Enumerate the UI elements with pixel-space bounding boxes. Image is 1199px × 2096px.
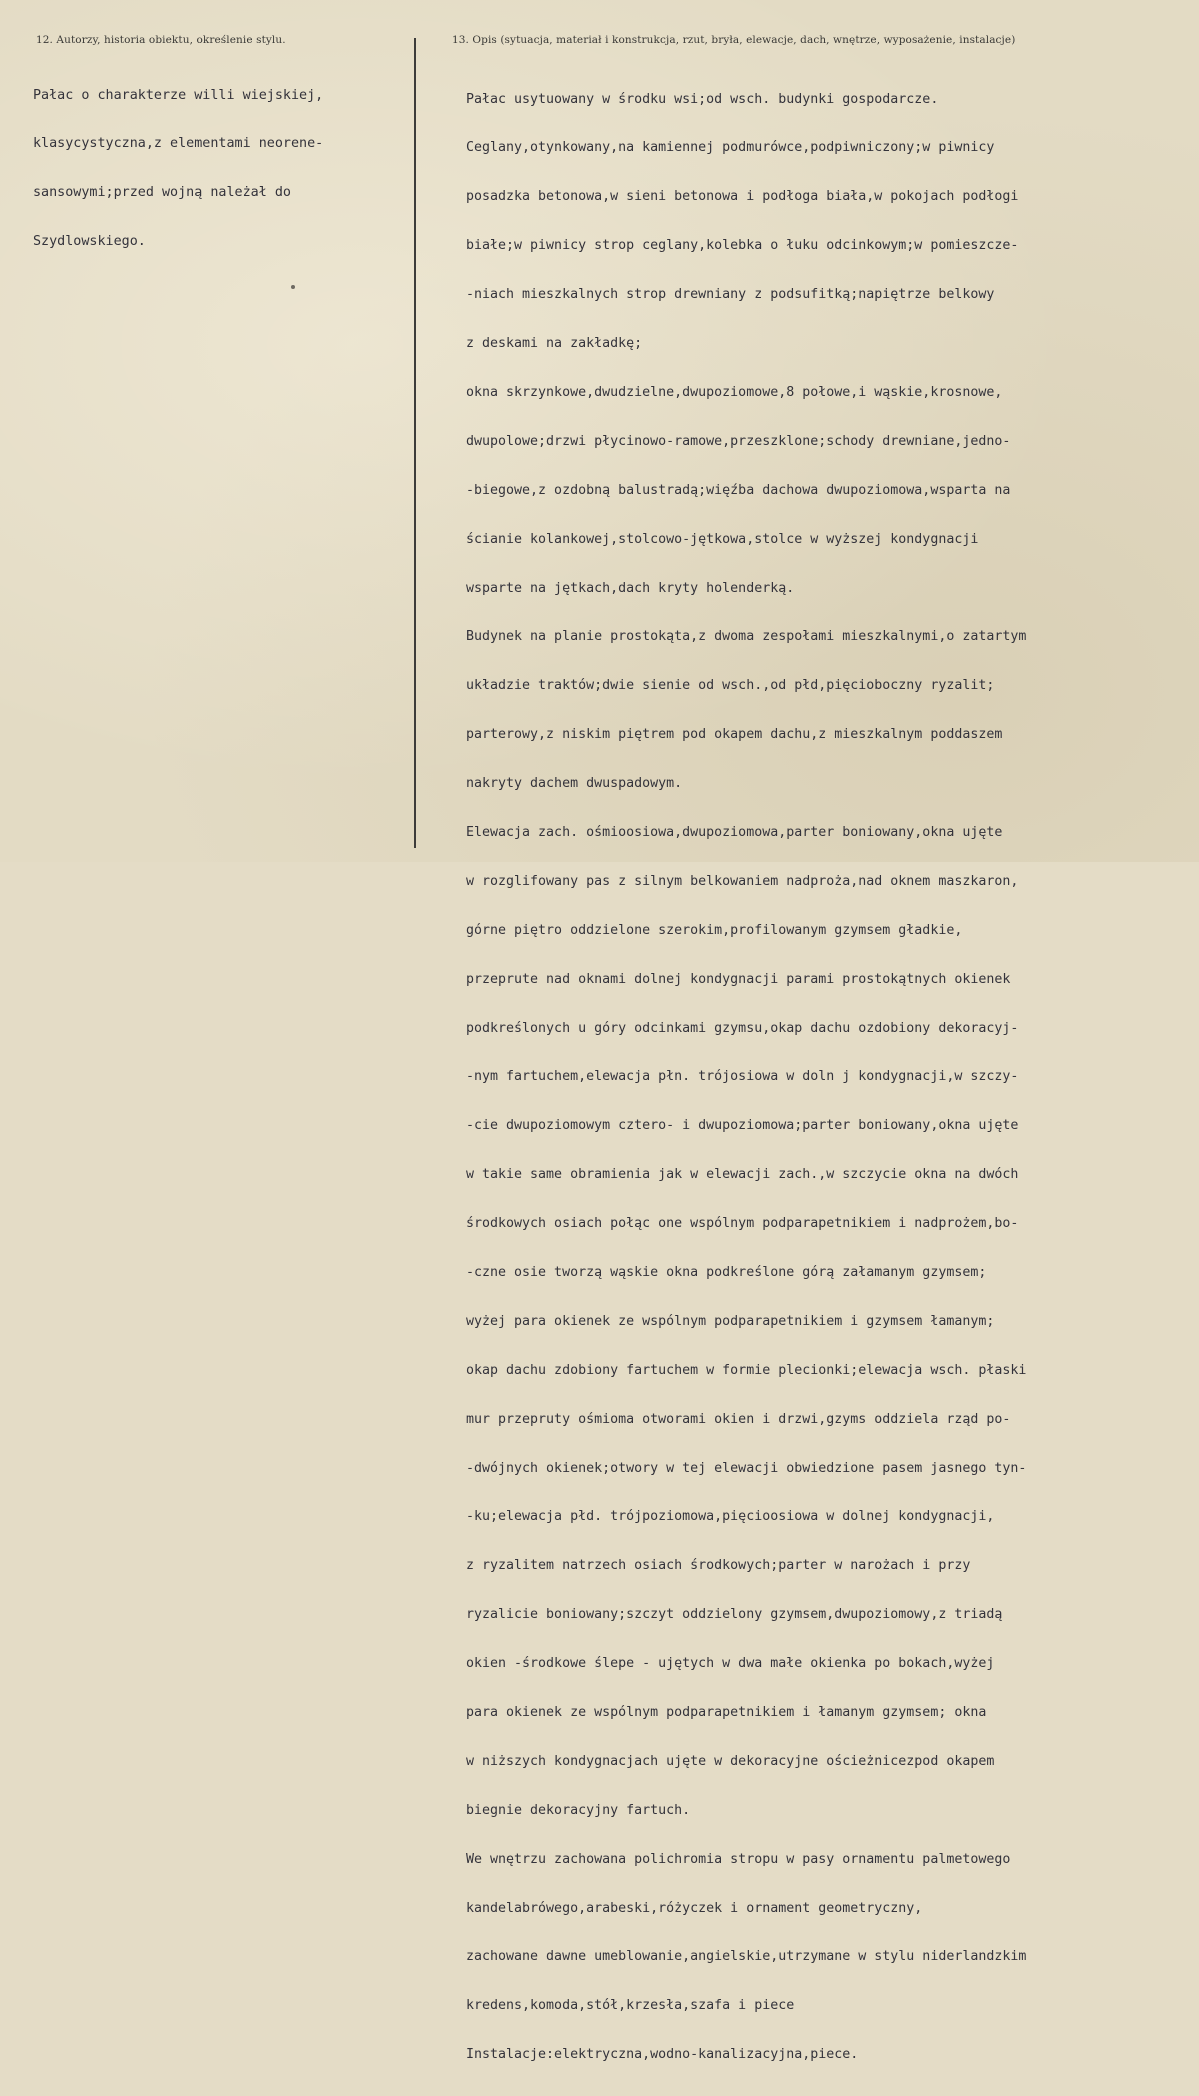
column-divider (414, 38, 416, 848)
section-12-text (33, 55, 408, 283)
text-line: -czne osie tworzą wąskie okna podkreślone górą załamanym gzymsem; (466, 1264, 987, 1280)
text-line: kredens,komoda,stół,krzesła,szafa i piece (466, 1998, 795, 2014)
text-line: białe;w piwnicy strop ceglany,kolebka o łuku odcinkowym;w pomieszcze- (466, 238, 1019, 254)
text-line: ścianie kolankowej,stolcowo-jętkowa,stolce w wyższej kondygnacji (466, 531, 979, 547)
text-line: biegnie dekoracyjny fartuch. (466, 1802, 691, 1818)
text-line: okap dachu zdobiony fartuchem w formie plecionki;elewacja wsch. płaski (466, 1362, 1027, 1378)
text-line: podkreślonych u góry odcinkami gzymsu,okap dachu ozdobiony dekoracyj- (466, 1020, 1019, 1036)
text-line: w niższych kondygnacjach ujęte w dekoracyjne ościeżnicezpod okapem (466, 1753, 995, 1769)
text-line: przeprute nad oknami dolnej kondygnacji parami prostokątnych okienek (466, 971, 1011, 987)
text-line: wsparte na jętkach,dach kryty holenderką. (466, 580, 795, 596)
section-13-text (466, 59, 1194, 2096)
text-line: dwupolowe;drzwi płycinowo-ramowe,przeszklone;schody drewniane,jedno- (466, 433, 1011, 449)
text-line: -niach mieszkalnych strop drewniany z podsufitką;napiętrze belkowy (466, 287, 995, 303)
text-line: z deskami na zakładkę; (466, 336, 643, 352)
text-line: Pałac o charakterze willi wiejskiej, (33, 87, 324, 103)
text-line: okien -środkowe ślepe - ujętych w dwa małe okienka po bokach,wyżej (466, 1656, 995, 1672)
text-line: klasycystyczna,z elementami neorene- (33, 136, 324, 152)
text-line: wyżej para okienek ze wspólnym podparapetnikiem i gzymsem łamanym; (466, 1313, 995, 1329)
text-line: Budynek na planie prostokąta,z dwoma zespołami mieszkalnymi,o zatartym (466, 629, 1027, 645)
text-line: z ryzalitem natrzech osiach środkowych;parter w narożach i przy (466, 1558, 971, 1574)
text-line: -nym fartuchem,elewacja płn. trójosiowa w doln j kondygnacji,w szczy- (466, 1069, 1019, 1085)
text-line: sansowymi;przed wojną należał do (33, 185, 291, 201)
text-line: Ceglany,otynkowany,na kamiennej podmurówce,podpiwniczony;w piwnicy (466, 140, 995, 156)
text-line: Elewacja zach. ośmioosiowa,dwupoziomowa,parter boniowany,okna ujęte (466, 824, 1003, 840)
text-line: układzie traktów;dwie sienie od wsch.,od płd,pięcioboczny ryzalit; (466, 678, 995, 694)
text-line: para okienek ze wspólnym podparapetnikiem i łamanym gzymsem; okna (466, 1704, 987, 1720)
text-line: -dwójnych okienek;otwory w tej elewacji obwiedzione pasem jasnego tyn- (466, 1460, 1027, 1476)
text-line: parterowy,z niskim piętrem pod okapem dachu,z mieszkalnym poddaszem (466, 727, 1003, 743)
text-line: w takie same obramienia jak w elewacji zach.,w szczycie okna na dwóch (466, 1167, 1019, 1183)
text-line: Szydlowskiego. (33, 234, 146, 250)
text-line: w rozglifowany pas z silnym belkowaniem nadproża,nad oknem maszkaron, (466, 873, 1019, 889)
section-12-header: 12. Autorzy, historia obiektu, określenie stylu. (36, 34, 286, 46)
paper-speck (291, 285, 295, 289)
text-line: ryzalicie boniowany;szczyt oddzielony gzymsem,dwupoziomowy,z triadą (466, 1607, 1003, 1623)
text-line: zachowane dawne umeblowanie,angielskie,utrzymane w stylu niderlandzkim (466, 1949, 1027, 1965)
section-13-header: 13. Opis (sytuacja, materiał i konstrukcja, rzut, bryła, elewacje, dach, wnętrze, wyposażenie, instalacje) (452, 34, 1016, 46)
text-line: kandelabrówego,arabeski,różyczek i ornament geometryczny, (466, 1900, 923, 1916)
text-line: Instalacje:elektryczna,wodno-kanalizacyjna,piece. (466, 2047, 859, 2063)
text-line: -ku;elewacja płd. trójpoziomowa,pięcioosiowa w dolnej kondygnacji, (466, 1509, 995, 1525)
text-line: posadzka betonowa,w sieni betonowa i podłoga biała,w pokojach podłogi (466, 189, 1019, 205)
text-line: We wnętrzu zachowana polichromia stropu w pasy ornamentu palmetowego (466, 1851, 1011, 1867)
text-line: Pałac usytuowany w środku wsi;od wsch. budynki gospodarcze. (466, 91, 939, 107)
text-line: nakryty dachem dwuspadowym. (466, 776, 683, 792)
text-line: mur przepruty ośmioma otworami okien i drzwi,gzyms oddziela rząd po- (466, 1411, 1011, 1427)
text-line: -cie dwupoziomowym cztero- i dwupoziomowa;parter boniowany,okna ujęte (466, 1118, 1019, 1134)
text-line: okna skrzynkowe,dwudzielne,dwupoziomowe,8 połowe,i wąskie,krosnowe, (466, 384, 1003, 400)
text-line: górne piętro oddzielone szerokim,profilowanym gzymsem gładkie, (466, 922, 963, 938)
text-line: środkowych osiach połąc one wspólnym podparapetnikiem i nadprożem,bo- (466, 1216, 1019, 1232)
text-line: -biegowe,z ozdobną balustradą;więźba dachowa dwupoziomowa,wsparta na (466, 482, 1011, 498)
